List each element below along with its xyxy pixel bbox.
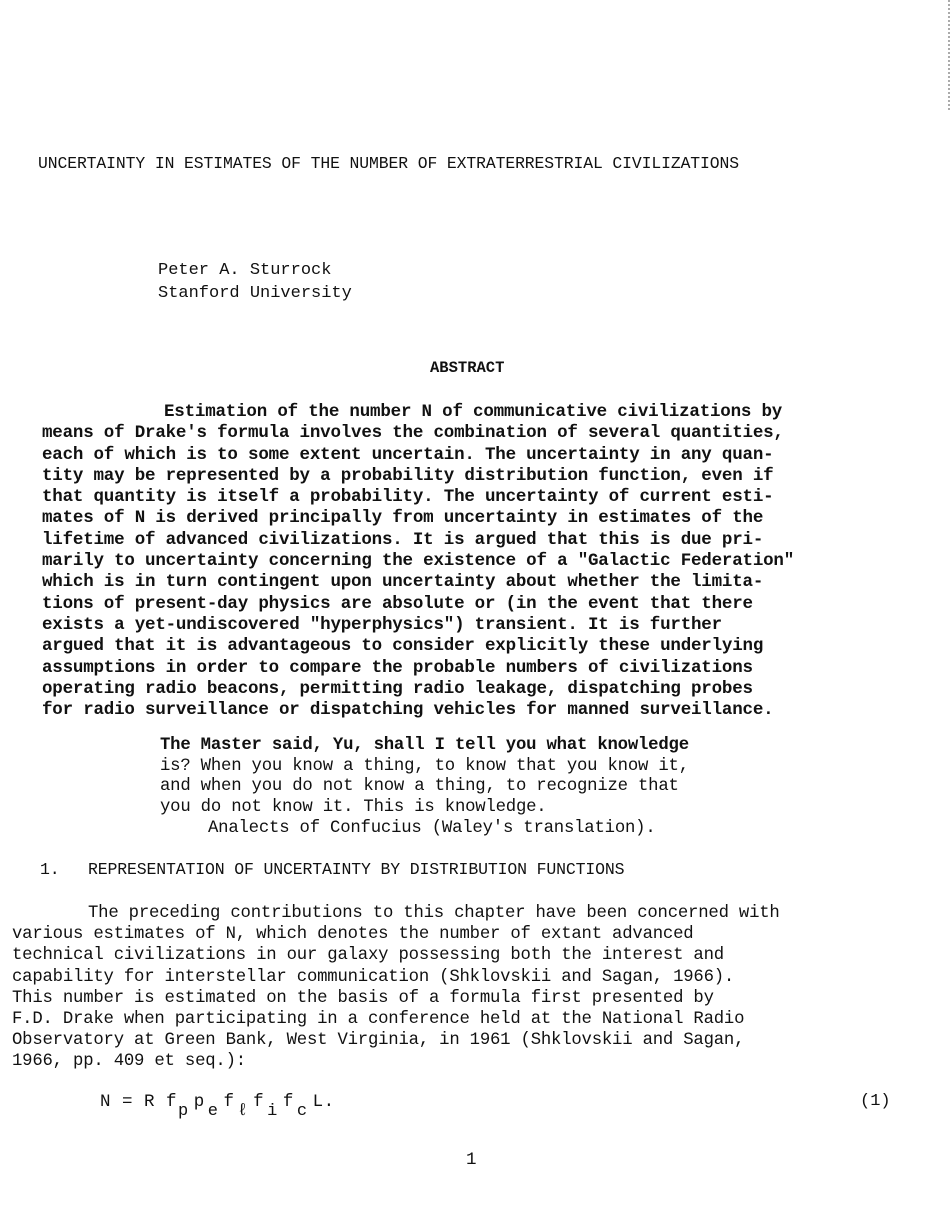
abstract-line: tity may be represented by a probability distribution function, even if [42,465,774,486]
eq-f-l: f [223,1092,235,1112]
eq-f-i: f [253,1092,265,1112]
author-affiliation: Stanford University [158,284,352,303]
epigraph-line: you do not know it. This is knowledge. [160,798,547,818]
body-line: Observatory at Green Bank, West Virginia, in 1961 (Shklovskii and Sagan, [12,1031,745,1051]
section-heading [40,860,624,879]
drake-equation [100,1092,335,1121]
abstract-line: mates of N is derived principally from uncertainty in estimates of the [42,508,764,529]
eq-sub-i: i [267,1102,278,1121]
body-line: capability for interstellar communication (Shklovskii and Sagan, 1966). [12,967,735,987]
eq-sub-e: e [207,1102,219,1121]
body-line: 1966, pp. 409 et seq.): [12,1052,246,1072]
body-line: This number is estimated on the basis of a formula first presented by [12,988,714,1008]
eq-f-c: f [282,1092,294,1112]
eq-sub-c: c [296,1102,308,1121]
abstract-line: means of Drake's formula involves the combination of several quantities, [42,423,784,444]
author-block [158,259,352,305]
epigraph-line: and when you do not know a thing, to recognize that [160,777,679,797]
abstract-body [42,402,922,721]
abstract-line: assumptions in order to compare the probable numbers of civilizations [42,657,753,678]
eq-sub-p: p [178,1102,189,1121]
section-title: REPRESENTATION OF UNCERTAINTY BY DISTRIBUTION FUNCTIONS [88,860,625,879]
scan-edge-mark [943,0,950,110]
body-line: various estimates of N, which denotes the number of extant advanced [12,925,694,945]
abstract-line: each of which is to some extent uncertain. The uncertainty in any quan- [42,444,774,465]
eq-sub-l: ℓ [237,1102,249,1121]
abstract-line: exists a yet-undiscovered "hyperphysics") transient. It is further [42,614,722,635]
abstract-line: tions of present-day physics are absolute or (in the event that there [42,593,753,614]
epigraph-line: is? When you know a thing, to know that you know it, [160,756,689,776]
epigraph-attribution: Analects of Confucius (Waley's translation). [208,818,656,838]
eq-lhs: N = R f [100,1092,178,1112]
body-line: technical civilizations in our galaxy possessing both the interest and [12,946,724,966]
abstract-line: for radio surveillance or dispatching vehicles for manned surveillance. [42,700,774,721]
abstract-heading: ABSTRACT [430,359,505,377]
abstract-line: lifetime of advanced civilizations. It is argued that this is due pri- [42,529,764,550]
author-name: Peter A. Sturrock [158,261,332,280]
epigraph [160,736,689,840]
abstract-line: which is in turn contingent upon uncertainty about whether the limita- [42,572,764,593]
abstract-line: Estimation of the number N of communicative civilizations by [164,402,783,422]
page-number: 1 [466,1150,477,1170]
abstract-line: that quantity is itself a probability. The uncertainty of current esti- [42,487,774,508]
abstract-line: operating radio beacons, permitting radio leakage, dispatching probes [42,678,753,699]
paper-title: UNCERTAINTY IN ESTIMATES OF THE NUMBER OF EXTRATERRESTRIAL CIVILIZATIONS [38,154,739,173]
section-number: 1. [40,860,60,879]
section-body [12,903,780,1073]
epigraph-line: The Master said, Yu, shall I tell you what knowledge [160,736,689,755]
eq-p: p [193,1092,205,1112]
abstract-line: marily to uncertainty concerning the existence of a "Galactic Federation" [42,551,795,572]
equation-number: (1) [860,1092,891,1111]
eq-tail: L. [312,1092,335,1112]
abstract-line: argued that it is advantageous to consider explicitly these underlying [42,636,764,657]
body-line: F.D. Drake when participating in a conference held at the National Radio [12,1010,745,1030]
body-line: The preceding contributions to this chapter have been concerned with [88,904,780,923]
